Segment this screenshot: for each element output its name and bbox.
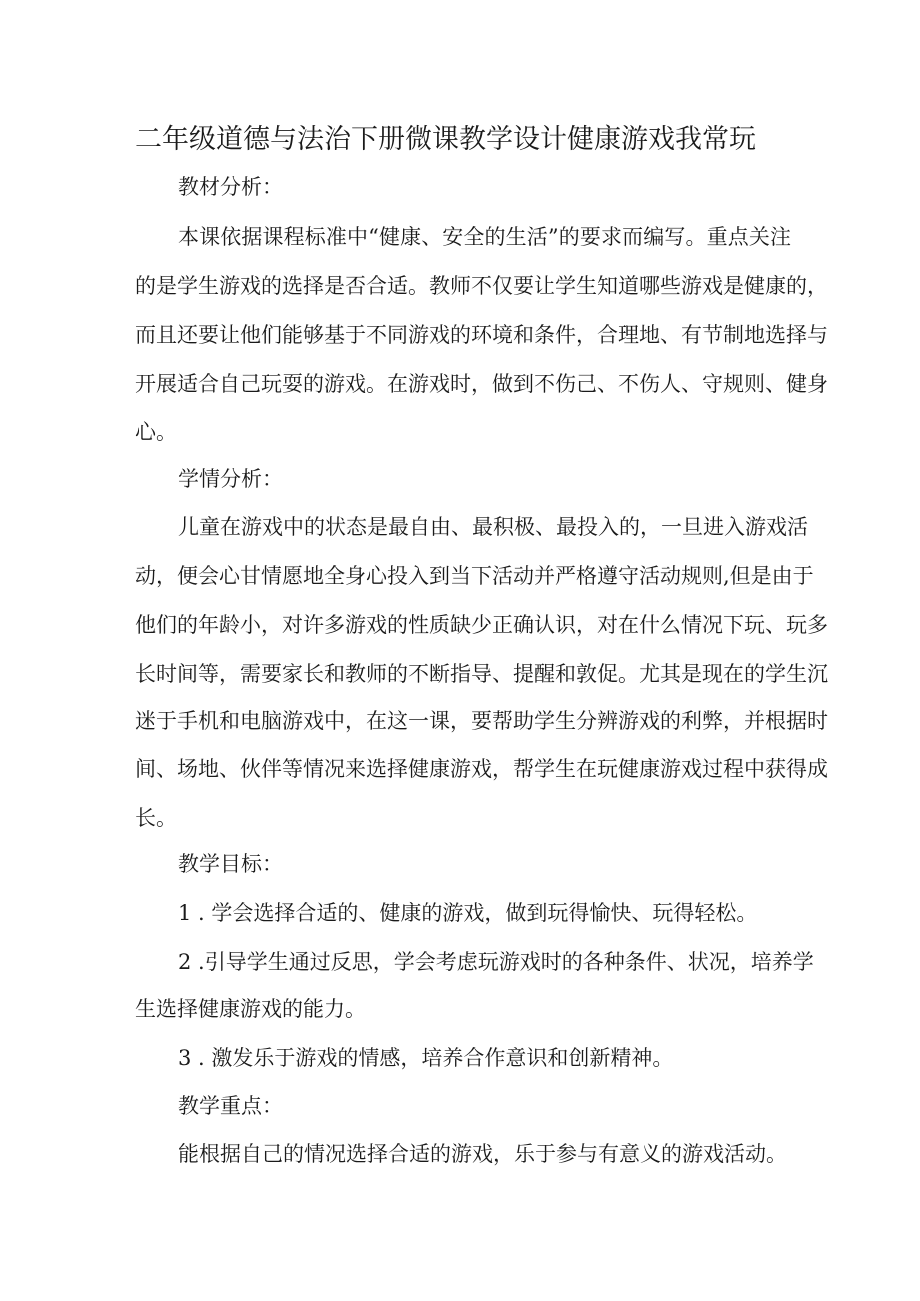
paragraph-line: 而且还要让他们能够基于不同游戏的环境和条件，合理地、有节制地选择与	[135, 323, 828, 347]
paragraph-line: 本课依据课程标准中“健康、安全的生活”的要求而编写。重点关注	[178, 225, 791, 249]
paragraph-line: 间、场地、伙伴等情况来选择健康游戏，帮学生在玩健康游戏过程中获得成	[135, 757, 828, 781]
goal-item-2: 2 .引导学生通过反思，学会考虑玩游戏时的各种条件、状况，培养学	[178, 950, 814, 974]
goal-item-2-continued: 生选择健康游戏的能力。	[135, 997, 366, 1021]
paragraph-line: 长。	[135, 806, 177, 830]
paragraph-line: 开展适合自己玩耍的游戏。在游戏时，做到不伤己、不伤人、守规则、健身	[135, 372, 828, 396]
goal-item-1: 1 . 学会选择合适的、健康的游戏，做到玩得愉快、玩得轻松。	[178, 901, 758, 925]
section-heading-teaching-goals: 教学目标：	[178, 852, 283, 876]
section-heading-teaching-focus: 教学重点：	[178, 1094, 283, 1118]
paragraph-line: 儿童在游戏中的状态是最自由、最积极、最投入的，一旦进入游戏活	[178, 515, 808, 539]
paragraph-line: 长时间等，需要家长和教师的不断指导、提醒和敦促。尤其是现在的学生沉	[135, 662, 828, 686]
paragraph-line: 他们的年龄小，对许多游戏的性质缺少正确认识，对在什么情况下玩、玩多	[135, 613, 828, 637]
paragraph-line: 迷于手机和电脑游戏中，在这一课，要帮助学生分辨游戏的利弊，并根据时	[135, 709, 828, 733]
document-title: 二年级道德与法治下册微课教学设计健康游戏我常玩	[135, 124, 756, 155]
goal-item-3: 3 . 激发乐于游戏的情感，培养合作意识和创新精神。	[178, 1046, 674, 1070]
paragraph-line: 的是学生游戏的选择是否合适。教师不仅要让学生知道哪些游戏是健康的，	[135, 274, 828, 298]
paragraph-line: 能根据自己的情况选择合适的游戏，乐于参与有意义的游戏活动。	[178, 1142, 787, 1166]
section-heading-textbook-analysis: 教材分析：	[178, 175, 283, 199]
section-heading-student-analysis: 学情分析：	[178, 467, 283, 491]
paragraph-line: 动，便会心甘情愿地全身心投入到当下活动并严格遵守活动规则,但是由于	[135, 564, 814, 588]
paragraph-line: 心。	[135, 420, 177, 444]
